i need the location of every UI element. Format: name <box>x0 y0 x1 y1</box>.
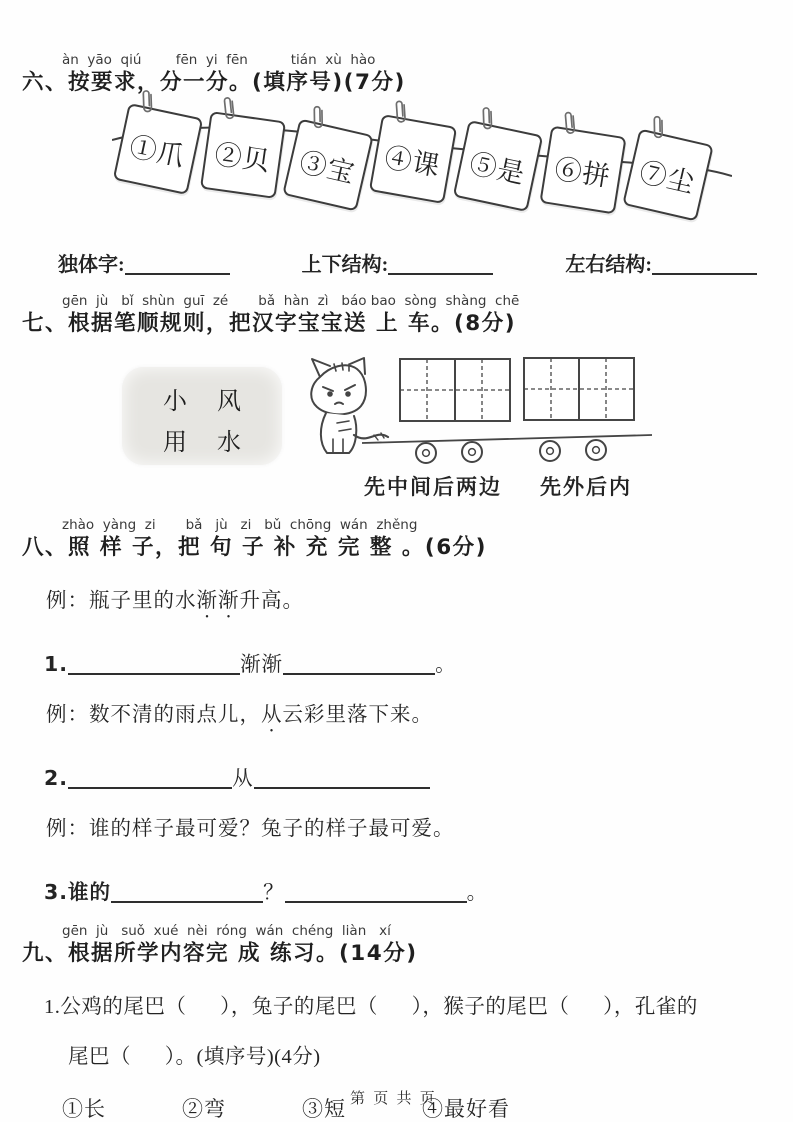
answer-blank <box>254 767 430 789</box>
cat-and-train-illustration <box>296 353 652 469</box>
answer-blank <box>125 254 230 275</box>
hanging-card <box>113 103 204 195</box>
paperclip-icon <box>392 98 409 126</box>
answer-blank <box>388 254 493 275</box>
card-label: ③宝 <box>296 146 359 189</box>
emphasized-word: 从 <box>261 704 283 726</box>
card-label: ⑥拼 <box>552 153 613 192</box>
blank-shangxia: 上下结构: <box>302 248 494 277</box>
option-1: ①长 <box>62 1097 106 1121</box>
answer-line-1: 1. 渐渐 。 <box>44 652 457 676</box>
charbox-char: 水 <box>217 430 241 456</box>
paperclip-icon <box>310 103 325 130</box>
page-footer: 第页共页 <box>349 1089 443 1107</box>
section-eight <box>22 517 769 905</box>
answer-blank <box>652 254 757 275</box>
charbox-char: 风 <box>217 389 241 415</box>
hanging-card <box>282 118 374 211</box>
answer-blank <box>285 881 467 903</box>
charbox-char: 用 <box>163 430 187 456</box>
paperclip-icon <box>561 109 578 137</box>
emphasized-word: 渐渐 <box>196 590 240 612</box>
card-row <box>92 104 769 214</box>
paperclip-icon <box>220 94 238 122</box>
hanging-card <box>622 128 714 221</box>
hanging-card <box>200 111 286 199</box>
card-label: ⑤是 <box>466 147 528 189</box>
card-label: ⑦尘 <box>636 156 699 199</box>
option-4: ④最好看 <box>422 1097 510 1121</box>
answer-line-2: 2. 从 <box>44 761 769 791</box>
example-sentence-1: 例：瓶子里的水渐渐升高。 <box>46 590 304 612</box>
answer-blank <box>68 653 240 675</box>
question-1-line-2: 尾巴（ ）。(填序号)(4分) <box>68 1046 321 1068</box>
paperclip-icon <box>139 87 155 115</box>
classification-blanks <box>58 248 769 277</box>
section-eight-pinyin: zhào yàng zi bǎ jù zi bǔ chōng wán zhěng <box>62 517 418 533</box>
rule-label-middle-first: 先中间后两边 <box>364 475 502 499</box>
section-six <box>22 52 769 277</box>
charbox-char: 小 <box>163 389 187 415</box>
blank-duti: 独体字: <box>58 248 230 277</box>
hanging-card <box>539 126 626 215</box>
train-figure <box>122 353 769 469</box>
example-sentence-3: 例：谁的样子最可爱？兔子的样子最可爱。 <box>46 818 455 840</box>
hanging-card <box>369 114 457 204</box>
question-1-line-1: 1.公鸡的尾巴（ ），兔子的尾巴（ ），猴子的尾巴（ ），孔雀的 <box>44 996 698 1018</box>
section-seven <box>22 293 769 501</box>
hanging-card <box>453 120 544 212</box>
section-six-title: 六、按要求，分一分。(填序号)(7分) <box>22 70 406 95</box>
character-box <box>122 367 282 465</box>
section-seven-pinyin: gēn jù bǐ shùn guī zé bǎ hàn zì báo bao sòng shàng chē <box>62 293 520 309</box>
card-label: ②贝 <box>212 138 273 177</box>
rule-label-outside-first: 先外后内 <box>540 475 632 499</box>
card-label: ①爪 <box>126 130 188 172</box>
option-3: ③短 <box>302 1097 346 1121</box>
section-nine-title: 九、根据所学内容完 成 练习。(14分) <box>22 941 418 966</box>
section-six-pinyin: àn yāo qiú fēn yi fēn tián xù hào <box>62 52 376 68</box>
example-sentence-2: 例：数不清的雨点儿，从云彩里落下来。 <box>46 704 433 726</box>
answer-blank <box>68 767 232 789</box>
blank-zuoyou: 左右结构: <box>565 248 757 277</box>
card-label: ④课 <box>382 141 443 182</box>
answer-blank <box>283 653 435 675</box>
section-nine-pinyin: gēn jù suǒ xué nèi róng wán chéng liàn xí <box>62 923 391 939</box>
section-eight-title: 八、照 样 子，把 句 子 补 充 完 整 。(6分) <box>22 535 487 560</box>
paperclip-icon <box>650 113 665 140</box>
paperclip-icon <box>479 104 495 132</box>
section-seven-title: 七、根据笔顺规则，把汉字宝宝送 上 车。(8分) <box>22 311 517 336</box>
stroke-rule-labels <box>364 471 769 501</box>
hanging-cards-figure <box>92 104 769 236</box>
answer-blank <box>111 881 263 903</box>
option-2: ②弯 <box>182 1097 226 1121</box>
answer-line-3: 3.谁的 ？ 。 <box>44 880 489 904</box>
